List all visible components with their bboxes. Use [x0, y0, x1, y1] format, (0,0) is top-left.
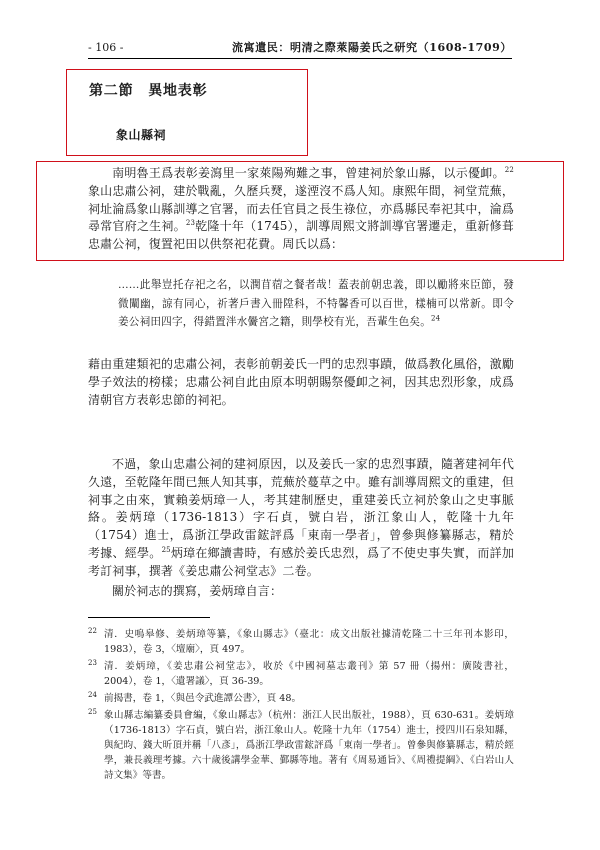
paragraph-3 — [88, 456, 514, 581]
block-quote-text: ……此舉豈托存祀之名，以潤苜蓿之餐者哉！蓋表前朝忠義，即以勵將來臣節，發微闡幽，諒有同心，祈著戶書入冊陞科，不特馨香可以百世，樣楠可以常新。即令姜公祠田四字，得錯置泮水黌宮之籍，則學校有光，吾輩生色矣。 — [118, 279, 514, 328]
footnote-number: 24 — [88, 691, 97, 699]
paragraph-2-text: 藉由重建類祀的忠肅公祠，表彰前朝姜氏一門的忠烈事蹟，做爲教化風俗，激勵學子效法的榜樣；忠肅公祠自此由原本明朝賜祭優卹之祠，因其忠烈形象，成爲清朝官方表彰忠節的祠祀。 — [88, 357, 514, 407]
paragraph-2 — [88, 356, 514, 409]
paragraph-4 — [88, 583, 514, 601]
footnote-ref-24[interactable]: 24 — [431, 314, 441, 323]
header-rule — [88, 58, 512, 59]
paragraph-1-text-c: 乾隆十年（1745），訓導周熙文將訓導官署遷走，重新修葺忠肅公祠，復置祀田以供祭祀花費。周氏以爲： — [88, 219, 514, 252]
footnote-text: 象山縣志編纂委員會編，《象山縣志》（杭州：浙江人民出版社，1988），頁 630-631。姜炳璋（1736-1813）字石貞，號白岩，浙江象山人。乾隆十九年（1754）進士，授四川石泉知縣，與紀昀、錢大昕頂并稱「八彥」，爲浙江學政雷鋐評爲「東南一學者」。曾參與修纂縣志，精於經學，兼長義理考據。六十歲後講學金華、鄞縣等地。著有《周易通旨》、《周禮提綱》、《白岩山人詩文集》等書。 — [104, 710, 514, 781]
footnote-text: 清．史鳴皋修、姜炳璋等纂，《象山縣志》（臺北：成文出版社據清乾隆二十三年刊本影印，1983），卷 3，〈壇廟〉，頁 497。 — [104, 629, 514, 655]
paragraph-1-text-b: 象山忠肅公祠，建於戰亂，久歷兵燹，遂湮沒不爲人知。康熙年間，祠堂荒蕪，祠址淪爲象山縣訓導之官署，而去任官員之長生祿位，亦爲縣民奉祀其中，淪爲尋常官府之生祠。 — [88, 183, 514, 234]
footnote-23 — [88, 659, 514, 689]
paragraph-3-text-b: 炳璋在鄉讀書時，有感於姜氏忠烈，爲了不使史事失實，而詳加考訂祠事，撰著《姜忠肅公祠堂志》二卷。 — [88, 545, 515, 578]
paragraph-4-text: 關於祠志的撰寫，姜炳璋自言： — [112, 584, 283, 598]
running-header — [88, 40, 512, 56]
footnote-text: 前揭書，卷 1，〈與邑令武進譚公書〉，頁 48。 — [104, 693, 302, 704]
subsection-title: 象山縣祠 — [116, 128, 167, 142]
footnote-ref-22[interactable]: 22 — [504, 166, 514, 174]
footnote-ref-23[interactable]: 23 — [185, 219, 196, 228]
footnote-22 — [88, 627, 514, 657]
footnote-number: 25 — [88, 708, 97, 716]
footnote-number: 23 — [88, 659, 97, 667]
footnote-ref-25[interactable]: 25 — [161, 545, 171, 554]
footnote-rule — [88, 617, 210, 618]
footnote-number: 22 — [88, 627, 97, 635]
book-title: 流寓遺民：明清之際萊陽姜氏之研究（1608-1709） — [232, 41, 512, 54]
paragraph-1-text-a: 南明魯王爲表彰姜瀉里一家萊陽殉難之事，曾建祠於象山縣，以示優卹。 — [112, 166, 505, 180]
paragraph-1 — [88, 165, 514, 254]
footnote-25 — [88, 708, 514, 783]
footnote-text: 清．姜炳璋，《姜忠肅公祠堂志》，收於《中國祠墓志叢刊》第 57 冊（揚州：廣陵書社，2004），卷 1，〈遺署議〉，頁 36-39。 — [104, 661, 514, 687]
page-number: - 106 - — [88, 41, 124, 54]
block-quote — [118, 276, 514, 332]
section-title: 第二節 異地表彰 — [89, 83, 208, 99]
paragraph-3-text-a: 不過，象山忠肅公祠的建祠原因，以及姜氏一家的忠烈事蹟，隨著建祠年代久遠，至乾隆年間已無人知其事，荒蕪於蔓草之中。雖有訓導周熙文的重建，但祠事之由來，實賴姜炳璋一人，考其建制歷史，重建姜氏立祠於象山之史事脈絡。姜炳璋（1736-1813）字石貞，號白岩，浙江象山人，乾隆十九年（1754）進士，爲浙江學政雷鋐評爲「東南一學者」，曾參與修纂縣志，精於考據、經學。 — [88, 457, 514, 560]
footnote-24 — [88, 691, 514, 706]
